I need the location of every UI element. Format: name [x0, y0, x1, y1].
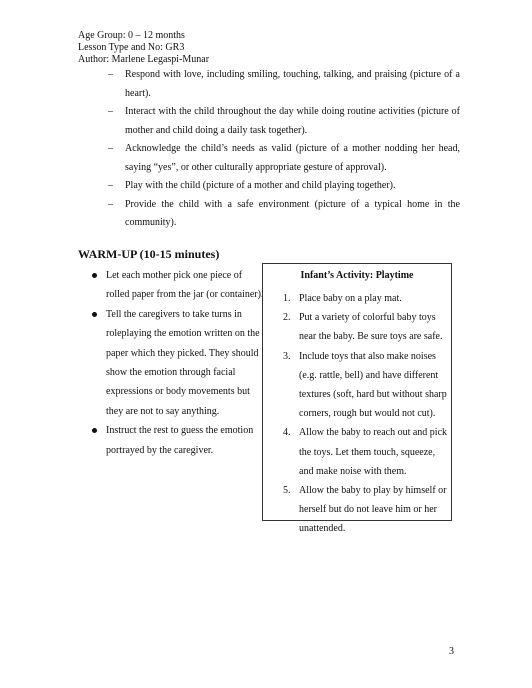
warmup-heading: WARM-UP (10-15 minutes): [78, 247, 220, 261]
step-number: 5.: [283, 485, 291, 497]
dash-list: [100, 66, 460, 233]
dash-list-item: – Respond with love, including smiling, touching, talking, and praising (picture of a heart).: [100, 66, 460, 103]
infant-activity-box: [262, 263, 452, 535]
step-text: Place baby on a play mat.: [299, 293, 402, 304]
activity-step: [277, 347, 447, 424]
activity-step: [277, 423, 447, 481]
activity-title: Infant’s Activity: Playtime: [300, 270, 414, 281]
warmup-bullet-item: Instruct the rest to guess the emotion portrayed by the caregiver.: [88, 421, 266, 460]
warmup-bullet-item: Let each mother pick one piece of rolled paper from the jar (or container).: [88, 266, 266, 305]
warmup-bullet-item: Tell the caregivers to take turns in roleplaying the emotion written on the paper which they picked. They should show the emotion through facial expressions or body movements but they are not to say anything.: [88, 305, 266, 421]
activity-step: [277, 289, 447, 308]
step-number: 4.: [283, 427, 291, 439]
page-number: 3: [449, 646, 454, 657]
step-text: Allow the baby to reach out and pick the toys. Let them touch, squeeze, and make noise with them.: [299, 427, 448, 477]
step-number: 2.: [283, 312, 291, 324]
activity-steps: [277, 289, 447, 539]
activity-step: [277, 481, 447, 539]
age-group-line: Age Group: 0 – 12 months: [78, 30, 185, 41]
step-text: Include toys that also make noises (e.g. rattle, bell) and have different textures (soft, hard but without sharp corners, rough but would not cut).: [299, 350, 447, 420]
lesson-line: Lesson Type and No: GR3: [78, 42, 185, 53]
document-header: [78, 30, 209, 66]
step-number: 1.: [283, 293, 291, 304]
dash-list-item: – Play with the child (picture of a mother and child playing together).: [100, 177, 460, 196]
dash-list-item: – Acknowledge the child’s needs as valid (picture of a mother nodding her head, saying “yes”, or other culturally appropriate gesture of approval).: [100, 140, 460, 177]
author-line: Author: Marlene Legaspi-Munar: [78, 54, 210, 65]
warmup-bullet-list: [88, 266, 266, 460]
dash-list-item: – Interact with the child throughout the day while doing routine activities (picture of mother and child doing a daily task together).: [100, 103, 460, 140]
step-text: Allow the baby to play by himself or herself but do not leave him or her unattended.: [299, 485, 447, 535]
activity-step: [277, 308, 447, 346]
dash-list-item: – Provide the child with a safe environment (picture of a typical home in the community).: [100, 196, 460, 233]
step-text: Put a variety of colorful baby toys near the baby. Be sure toys are safe.: [299, 312, 443, 343]
step-number: 3.: [283, 350, 291, 362]
